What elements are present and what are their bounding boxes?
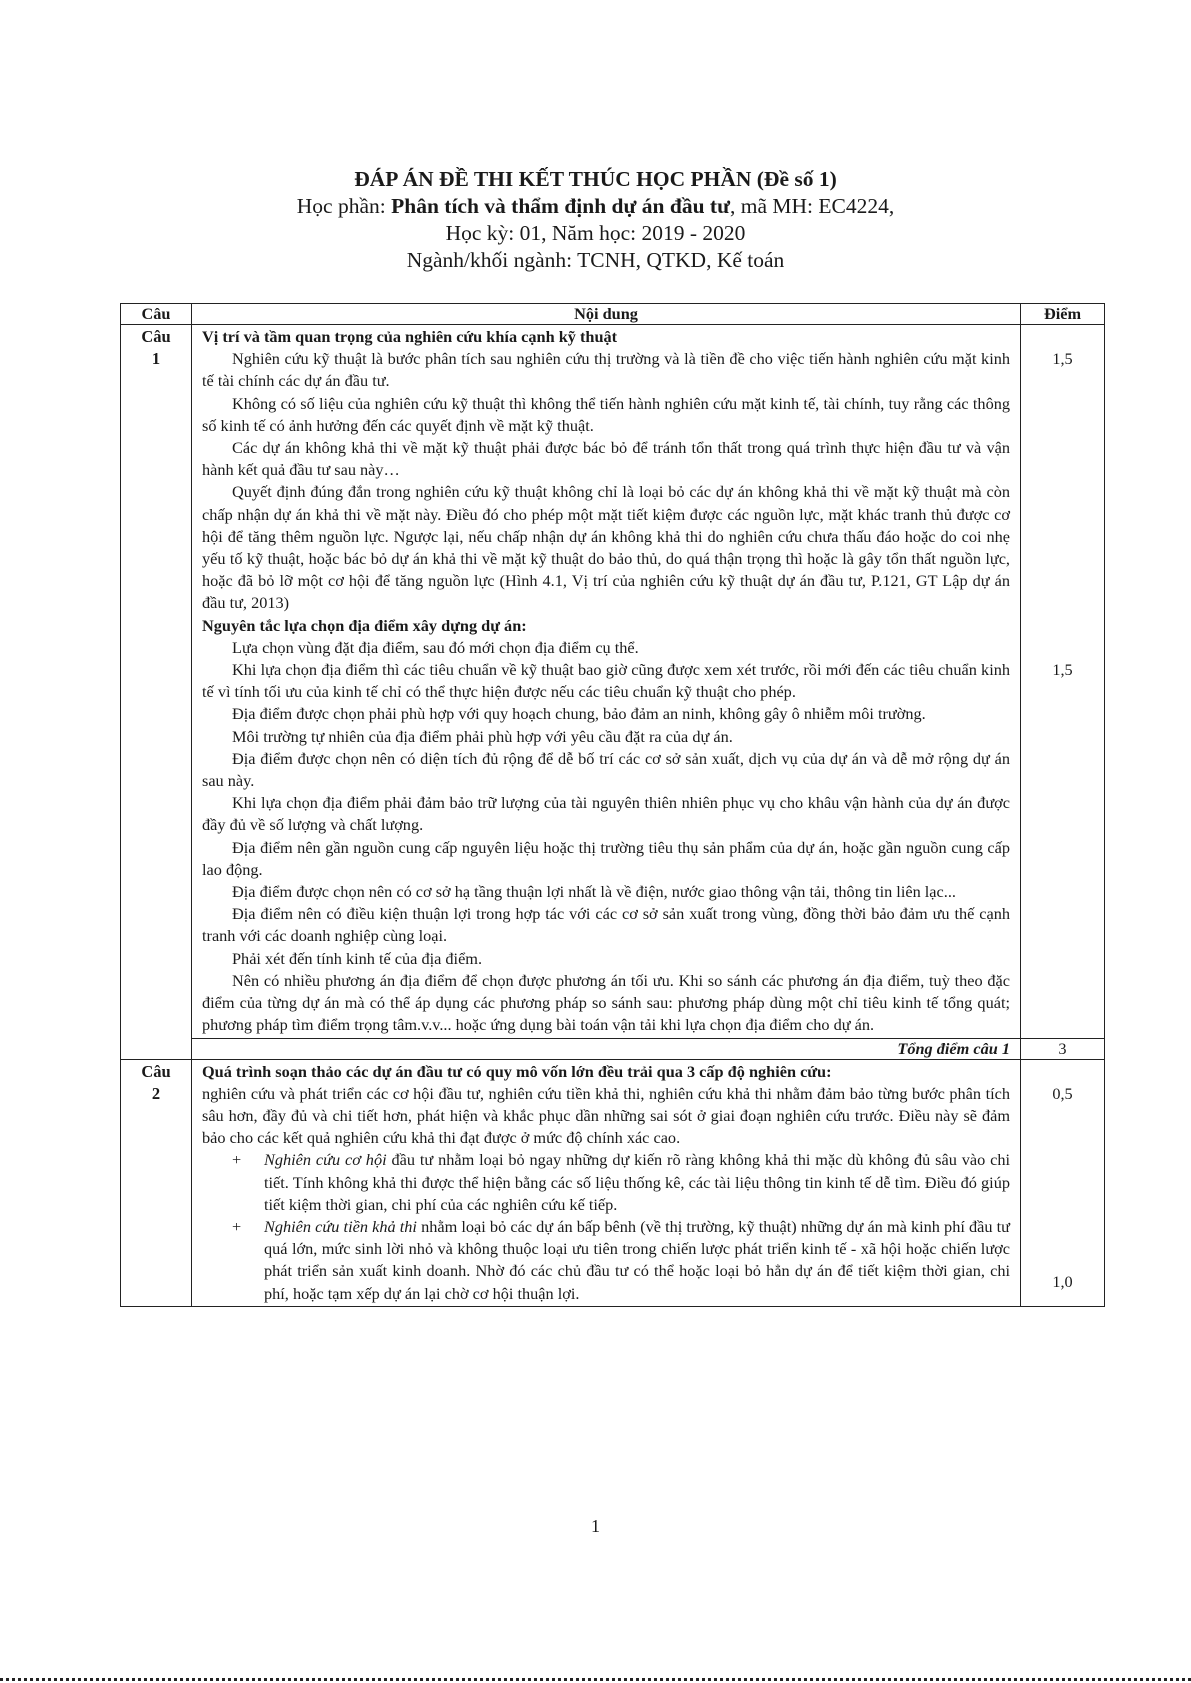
question-1-label-number: 1: [151, 349, 161, 368]
q1-heading-1: Vị trí và tầm quan trọng của nghiên cứu khía cạnh kỹ thuật: [202, 327, 618, 346]
q1-paragraph: Không có số liệu của nghiên cứu kỹ thuật thì không thể tiến hành nghiên cứu mặt kinh tế, tài chính, tuy rằng các thông số kinh tế có ảnh hưởng đến các quyết định về mặt kỹ thuật.: [202, 393, 1010, 435]
major-line: Ngành/khối ngành: TCNH, QTKD, Kế toán: [406, 248, 785, 272]
col-content-header: Nội dung: [192, 304, 1021, 325]
q2-point-2: 1,0: [1052, 1271, 1073, 1291]
question-2-row: [121, 1059, 1105, 1306]
document-header: [0, 166, 1191, 274]
course-prefix: Học phần:: [296, 194, 392, 218]
q1-paragraph: Địa điểm nên gần nguồn cung cấp nguyên liệu hoặc thị trường tiêu thụ sản phẩm của dự án, hoặc gần nguồn cung cấp lao động.: [202, 837, 1010, 879]
semester-line: Học kỳ: 01, Năm học: 2019 - 2020: [445, 221, 746, 245]
bullet-marker: +: [232, 1216, 242, 1236]
question-1-label: [121, 325, 192, 1060]
bullet-body: nhằm loại bỏ các dự án bấp bênh (về thị trường, kỹ thuật) những dự án mà kinh phí đầu tư quá lớn, mức sinh lời nhỏ và không thuộc loại ưu tiên trong chiến lược phát triển kinh tế - xã hội hoặc chiến lược phát triển sản xuất kinh doanh. Nhờ đó các chủ đầu tư có thể hoặc loại bỏ hẳn dự án để tiết kiệm thời gian, chi phí, hoặc tạm xếp dự án lại chờ cơ hội thuận lợi.: [264, 1216, 1010, 1303]
q1-paragraph: Môi trường tự nhiên của địa điểm phải phù hợp với yêu cầu đặt ra của dự án.: [232, 726, 733, 746]
q1-paragraph: Nghiên cứu kỹ thuật là bước phân tích sau nghiên cứu thị trường và là tiền đề cho việc tiến hành nghiên cứu mặt kinh tế tài chính các dự án đầu tư.: [202, 349, 1010, 391]
q1-paragraph: Lựa chọn vùng đặt địa điểm, sau đó mới chọn địa điểm cụ thể.: [232, 637, 639, 657]
course-line: [0, 193, 1191, 220]
question-2-content: [192, 1059, 1021, 1306]
question-1-row: [121, 325, 1105, 1039]
question-2-label-word: Câu: [141, 1061, 171, 1081]
question-1-content: [192, 325, 1021, 1039]
table-header-row: [121, 304, 1105, 325]
col-points-header: Điểm: [1021, 304, 1105, 325]
q1-point-2: 1,5: [1052, 660, 1073, 679]
q1-paragraph: Địa điểm được chọn nên có cơ sở hạ tầng thuận lợi nhất là về điện, nước giao thông vận tải, thông tin liên lạc...: [232, 882, 956, 902]
q1-point-1: 1,5: [1052, 349, 1073, 368]
bullet-term: Nghiên cứu cơ hội: [264, 1150, 387, 1170]
q1-paragraph: Khi lựa chọn địa điểm thì các tiêu chuẩn về kỹ thuật bao giờ cũng được xem xét trước, rồi mới đến các tiêu chuẩn kinh tế vì tính tối ưu của kinh tế chỉ có thể thực hiện được nếu các tiêu chuẩn kỹ thuật cho phép.: [202, 660, 1010, 702]
q1-paragraph: Phải xét đến tính kinh tế của địa điểm.: [232, 948, 483, 968]
q1-paragraph: Các dự án không khả thi về mặt kỹ thuật phải được bác bỏ để tránh tổn thất trong quá trình thực hiện đầu tư và vận hành kết quả đầu tư sau này…: [202, 438, 1010, 480]
question-1-total-row: [121, 1038, 1105, 1059]
col-question-header: Câu: [121, 304, 192, 325]
q2-bullet-1: [202, 1149, 1010, 1216]
question-1-total-label: Tổng điểm câu 1: [192, 1038, 1021, 1059]
question-2-points: [1021, 1059, 1105, 1306]
bullet-term: Nghiên cứu tiền khả thi: [264, 1216, 417, 1236]
question-1-points: [1021, 325, 1105, 1039]
q2-point-1: 0,5: [1052, 1083, 1073, 1103]
q1-paragraph: Địa điểm được chọn nên có diện tích đủ rộng để dễ bố trí các cơ sở sản xuất, dịch vụ của dự án và dễ mở rộng dự án sau này.: [202, 748, 1010, 791]
q1-paragraph: Địa điểm nên có điều kiện thuận lợi trong hợp tác với các cơ sở sản xuất trong vùng, đồng thời bảo đảm ưu thế cạnh tranh với các doanh nghiệp cùng loại.: [202, 904, 1010, 946]
question-1-label-word: Câu: [141, 327, 171, 346]
q1-heading-2: Nguyên tắc lựa chọn địa điểm xây dựng dự án:: [202, 615, 527, 635]
bullet-text: [264, 1149, 1010, 1216]
q2-heading: Quá trình soạn thảo các dự án đầu tư có quy mô vốn lớn đều trải qua 3 cấp độ nghiên cứu:: [202, 1061, 832, 1081]
course-name: Phân tích và thẩm định dự án đầu tư: [391, 194, 730, 218]
scan-edge-line: [0, 1678, 1191, 1681]
bullet-body: đầu tư nhằm loại bỏ ngay những dự kiến rõ ràng không khả thi mặc dù không đủ sâu vào chi tiết. Tính không khả thi được thể hiện bằng các số liệu thống kê, các tài liệu thông tin kinh tế dễ tìm. Điều đó giúp tiết kiệm thời gian, chi phí của các nghiên cứu kế tiếp.: [264, 1150, 1010, 1214]
q2-bullet-2: [202, 1216, 1010, 1305]
question-2-label: [121, 1059, 192, 1306]
course-code: , mã MH: EC4224,: [729, 194, 895, 218]
bullet-marker: +: [232, 1150, 242, 1170]
question-1-total-value: 3: [1021, 1038, 1105, 1059]
q1-paragraph: Quyết định đúng đắn trong nghiên cứu kỹ thuật không chỉ là loại bỏ các dự án không khả thi về mặt kỹ thuật mà còn chấp nhận dự án khả thi về mặt này. Điều đó cho phép một mặt tiết kiệm được các nguồn lực, mặt khác tranh thủ được cơ hội để tăng thêm nguồn lực. Ngược lại, nếu chấp nhận dự án không khả thi do nghiên cứu chưa thấu đáo hoặc do coi nhẹ yếu tố kỹ thuật, hoặc bác bỏ dự án khả thi về mặt kỹ thuật do bảo thủ, do quá thận trọng thì hoặc là gây tổn thất nguồn lực, hoặc đã bỏ lỡ một cơ hội để tăng nguồn lực (Hình 4.1, Vị trí của nghiên cứu kỹ thuật dự án đầu tư, P.121, GT Lập dự án đầu tư, 2013): [202, 482, 1010, 613]
question-2-label-number: 2: [151, 1083, 161, 1103]
document-title: ĐÁP ÁN ĐỀ THI KẾT THÚC HỌC PHẦN (Đề số 1): [354, 167, 837, 191]
page-number: 1: [591, 1516, 600, 1536]
q1-paragraph: Nên có nhiều phương án địa điểm để chọn được phương án tối ưu. Khi so sánh các phương án địa điểm, tuỳ theo đặc điểm của từng dự án mà có thể áp dụng các phương pháp so sánh sau: phương pháp dùng một chỉ tiêu kinh tế tổng quát; phương pháp tìm điểm trọng tâm.v.v... hoặc ứng dụng bài toán vận tải khi lựa chọn địa điểm cho dự án.: [202, 970, 1010, 1035]
answer-table: [120, 303, 1105, 1307]
q2-paragraph: nghiên cứu và phát triển các cơ hội đầu tư, nghiên cứu tiền khả thi, nghiên cứu khả thi nhằm đảm bảo từng bước phân tích sâu hơn, đầy đủ và chi tiết hơn, phát hiện và khắc phục dần những sai sót ở giai đoạn nghiên cứu trước. Điều này sẽ đảm bảo cho các kết quả nghiên cứu khả thi đạt được ở mức độ chính xác cao.: [202, 1083, 1010, 1148]
q1-paragraph: Địa điểm được chọn phải phù hợp với quy hoạch chung, bảo đảm an ninh, không gây ô nhiễm môi trường.: [232, 704, 926, 724]
bullet-text: [264, 1216, 1010, 1305]
q1-paragraph: Khi lựa chọn địa điểm phải đảm bảo trữ lượng của tài nguyên thiên nhiên phục vụ cho khâu vận hành của dự án được đầy đủ về số lượng và chất lượng.: [202, 793, 1010, 835]
